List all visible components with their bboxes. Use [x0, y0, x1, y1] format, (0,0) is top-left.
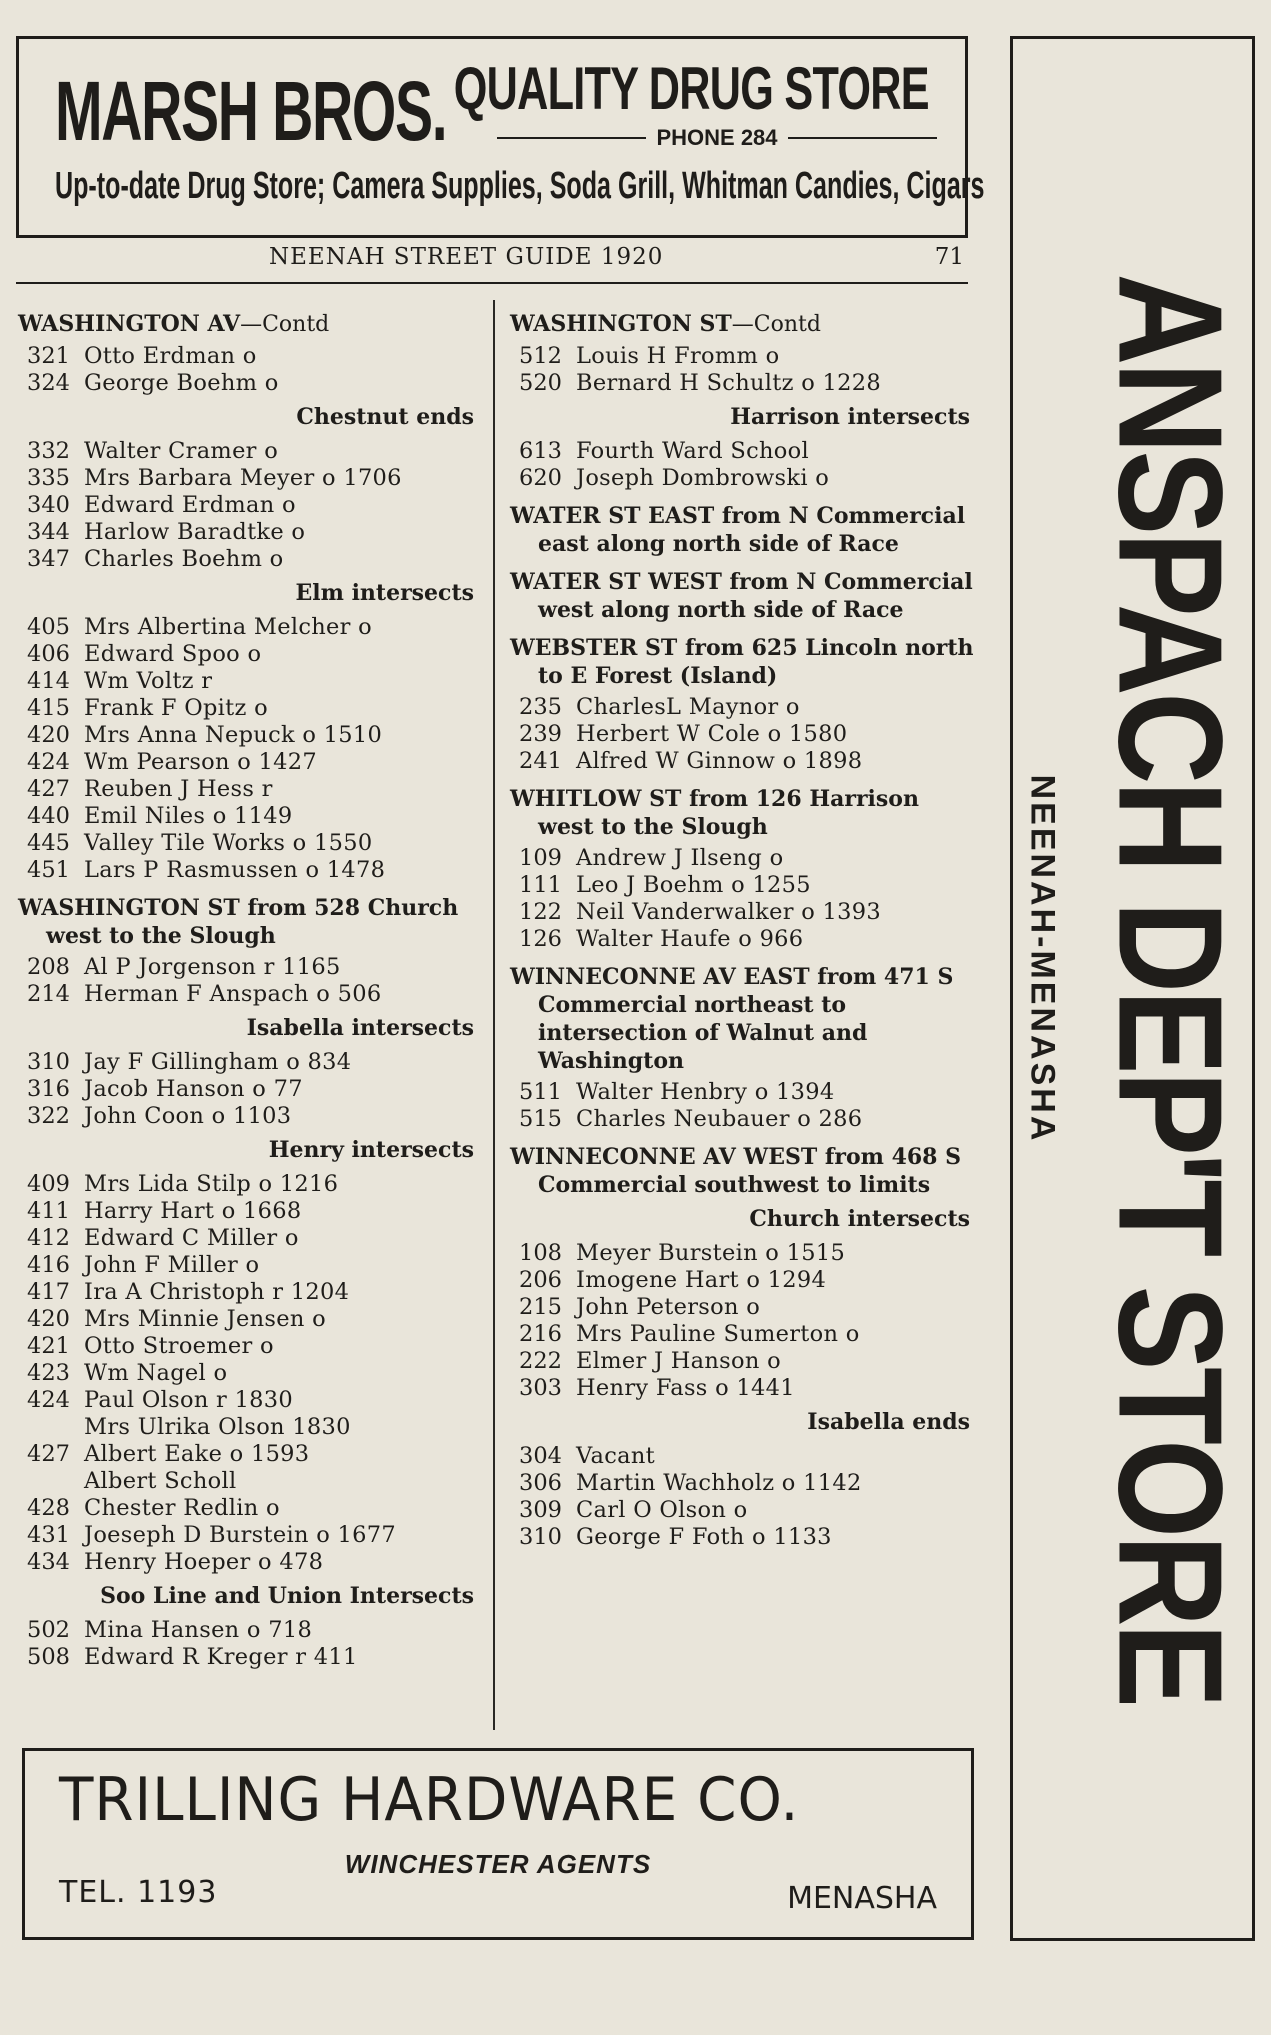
house-number: 340	[27, 492, 70, 518]
intersection-note: Soo Line and Union Intersects	[100, 1583, 474, 1609]
resident-name: Henry Hoeper o 478	[84, 1549, 324, 1575]
directory-entry	[18, 343, 478, 370]
resident-name: Edward Spoo o	[84, 641, 262, 667]
house-number: 440	[27, 803, 70, 829]
street-heading	[510, 1143, 974, 1199]
directory-entry	[510, 1443, 974, 1470]
directory-entry	[510, 1267, 974, 1294]
house-number: 613	[519, 438, 562, 464]
directory-entry	[18, 954, 478, 981]
trilling-telephone: TEL. 1193	[59, 1875, 218, 1910]
resident-name: Neil Vanderwalker o 1393	[576, 899, 881, 925]
street-name: WINNECONNE AV WEST from 468 S Commercial southwest to limits	[510, 1144, 962, 1198]
phone-rule-right	[788, 137, 937, 139]
house-number: 445	[27, 830, 70, 856]
directory-entry	[18, 857, 478, 884]
resident-name: Mina Hansen o 718	[84, 1617, 313, 1643]
house-number: 332	[27, 438, 70, 464]
house-number: 451	[27, 857, 70, 883]
resident-name: Bernard H Schultz o 1228	[576, 370, 881, 396]
house-number: 428	[27, 1495, 70, 1521]
directory-entry	[510, 1294, 974, 1321]
resident-name: Martin Wachholz o 1142	[576, 1470, 862, 1496]
house-number: 406	[27, 641, 70, 667]
marsh-tagline: Up-to-date Drug Store; Camera Supplies, Soda Grill, Whitman Candies, Cigars	[55, 165, 985, 207]
phone-rule-left	[497, 137, 646, 139]
directory-entry	[510, 1079, 974, 1106]
directory-entry	[18, 1468, 478, 1495]
street-name: WASHINGTON ST	[510, 311, 732, 337]
trilling-hardware-name: TRILLING HARDWARE CO.	[59, 1765, 800, 1835]
house-number: 235	[519, 694, 562, 720]
street-name: WEBSTER ST from 625 Lincoln north to E Forest (Island)	[510, 635, 974, 689]
house-number: 421	[27, 1333, 70, 1359]
resident-name: Joeseph D Burstein o 1677	[84, 1522, 396, 1548]
house-number: 515	[519, 1106, 562, 1132]
resident-name: Jay F Gillingham o 834	[84, 1049, 352, 1075]
directory-entry	[510, 1106, 974, 1133]
resident-name: Andrew J Ilseng o	[576, 845, 784, 871]
resident-name: John Coon o 1103	[84, 1103, 292, 1129]
resident-name: Paul Olson r 1830	[84, 1387, 294, 1413]
street-heading	[510, 310, 974, 339]
house-number: 427	[27, 1441, 70, 1467]
resident-name: Henry Fass o 1441	[576, 1375, 795, 1401]
directory-entry	[18, 614, 478, 641]
directory-entry	[18, 1522, 478, 1549]
house-number: 126	[519, 926, 562, 952]
resident-name: Louis H Fromm o	[576, 343, 780, 369]
street-heading	[510, 568, 974, 624]
resident-name: Leo J Boehm o 1255	[576, 872, 811, 898]
resident-name: Reuben J Hess r	[84, 776, 273, 802]
house-number: 508	[27, 1644, 70, 1670]
house-number: 335	[27, 465, 70, 491]
house-number: 502	[27, 1617, 70, 1643]
resident-name: Charles Boehm o	[84, 546, 284, 572]
directory-entry	[18, 492, 478, 519]
directory-entry	[18, 1049, 478, 1076]
house-number: 324	[27, 370, 70, 396]
house-number: 434	[27, 1549, 70, 1575]
right-column	[510, 300, 974, 1551]
house-number: 417	[27, 1279, 70, 1305]
resident-name: Emil Niles o 1149	[84, 803, 293, 829]
continued-label: —Contd	[240, 312, 330, 337]
column-divider	[493, 300, 495, 1730]
resident-name: Albert Scholl	[84, 1468, 237, 1494]
resident-name: Al P Jorgenson r 1165	[84, 954, 341, 980]
intersection-note: Isabella intersects	[246, 1015, 474, 1041]
page-number: 71	[934, 244, 964, 270]
street-name: WATER ST EAST from N Commercial east along north side of Race	[510, 503, 966, 557]
directory-entry	[510, 1348, 974, 1375]
house-number: 109	[519, 845, 562, 871]
house-number: 222	[519, 1348, 562, 1374]
resident-name: John F Miller o	[84, 1252, 260, 1278]
resident-name: Joseph Dombrowski o	[576, 465, 830, 491]
house-number: 303	[519, 1375, 562, 1401]
directory-entry	[510, 438, 974, 465]
directory-entry	[510, 694, 974, 721]
directory-entry	[18, 1306, 478, 1333]
resident-name: Mrs Lida Stilp o 1216	[84, 1171, 339, 1197]
directory-entry	[18, 1549, 478, 1576]
resident-name: Mrs Barbara Meyer o 1706	[84, 465, 402, 491]
house-number: 427	[27, 776, 70, 802]
resident-name: Ira A Christoph r 1204	[84, 1279, 350, 1305]
resident-name: Alfred W Ginnow o 1898	[576, 748, 863, 774]
house-number: 239	[519, 721, 562, 747]
resident-name: John Peterson o	[576, 1294, 761, 1320]
directory-entry	[510, 845, 974, 872]
resident-name: Jacob Hanson o 77	[84, 1076, 303, 1102]
street-heading	[18, 310, 478, 339]
resident-name: Walter Haufe o 966	[576, 926, 804, 952]
directory-entry	[18, 981, 478, 1008]
house-number: 423	[27, 1360, 70, 1386]
house-number: 304	[519, 1443, 562, 1469]
resident-name: Walter Henbry o 1394	[576, 1079, 835, 1105]
directory-entry	[510, 1497, 974, 1524]
resident-name: George Boehm o	[84, 370, 279, 396]
directory-entry	[18, 830, 478, 857]
directory-entry	[18, 465, 478, 492]
directory-entry	[18, 1198, 478, 1225]
resident-name: CharlesL Maynor o	[576, 694, 800, 720]
house-number: 424	[27, 749, 70, 775]
street-name: WINNECONNE AV EAST from 471 S Commercial northeast to intersection of Walnut and Washington	[510, 964, 954, 1074]
resident-name: Carl O Olson o	[576, 1497, 748, 1523]
resident-name: Charles Neubauer o 286	[576, 1106, 863, 1132]
directory-entry	[18, 438, 478, 465]
house-number: 215	[519, 1294, 562, 1320]
house-number: 310	[519, 1524, 562, 1550]
intersection-note: Harrison intersects	[730, 404, 970, 430]
intersection-note: Isabella ends	[807, 1409, 970, 1435]
house-number: 309	[519, 1497, 562, 1523]
trilling-hardware-advertisement	[22, 1748, 974, 1940]
directory-entry	[510, 872, 974, 899]
directory-entry	[510, 465, 974, 492]
resident-name: Edward Erdman o	[84, 492, 296, 518]
resident-name: Lars P Rasmussen o 1478	[84, 857, 386, 883]
directory-entry	[18, 803, 478, 830]
marsh-phone: PHONE 284	[656, 125, 778, 150]
anspach-city: NEENAH-MENASHA	[1023, 774, 1061, 1143]
house-number: 310	[27, 1049, 70, 1075]
resident-name: Harlow Baradtke o	[84, 519, 306, 545]
directory-entry	[510, 1321, 974, 1348]
resident-name: Albert Eake o 1593	[84, 1441, 310, 1467]
resident-name: Herbert W Cole o 1580	[576, 721, 848, 747]
directory-entry	[18, 1644, 478, 1671]
resident-name: Walter Cramer o	[84, 438, 279, 464]
house-number: 511	[519, 1079, 562, 1105]
house-number: 620	[519, 465, 562, 491]
house-number: 322	[27, 1103, 70, 1129]
anspach-store-advertisement	[1010, 36, 1255, 1941]
resident-name: Mrs Pauline Sumerton o	[576, 1321, 860, 1347]
street-heading	[18, 894, 478, 950]
directory-entry	[18, 370, 478, 397]
directory-entry	[18, 695, 478, 722]
directory-entry	[18, 1333, 478, 1360]
house-number: 520	[519, 370, 562, 396]
directory-entry	[18, 1279, 478, 1306]
quality-drug-store-headline: QUALITY DRUG STORE	[453, 55, 929, 122]
house-number: 409	[27, 1171, 70, 1197]
directory-entry	[510, 370, 974, 397]
directory-entry	[18, 1387, 478, 1414]
house-number: 206	[519, 1267, 562, 1293]
house-number: 411	[27, 1198, 70, 1224]
directory-entry	[510, 1524, 974, 1551]
intersection-note: Henry intersects	[268, 1137, 474, 1163]
directory-entry	[18, 1414, 478, 1441]
house-number: 405	[27, 614, 70, 640]
house-number: 420	[27, 722, 70, 748]
street-name: WASHINGTON AV	[18, 311, 241, 337]
house-number: 208	[27, 954, 70, 980]
resident-name: Elmer J Hanson o	[576, 1348, 781, 1374]
house-number: 415	[27, 695, 70, 721]
directory-entry	[18, 1360, 478, 1387]
directory-entry	[510, 899, 974, 926]
house-number: 214	[27, 981, 70, 1007]
house-number: 316	[27, 1076, 70, 1102]
house-number: 306	[519, 1470, 562, 1496]
house-number: 424	[27, 1387, 70, 1413]
directory-entry	[510, 1240, 974, 1267]
resident-name: Wm Nagel o	[84, 1360, 228, 1386]
resident-name: Fourth Ward School	[576, 438, 809, 464]
house-number: 216	[519, 1321, 562, 1347]
resident-name: Edward R Kreger r 411	[84, 1644, 358, 1670]
directory-entry	[18, 1076, 478, 1103]
winchester-agents: WINCHESTER AGENTS	[344, 1849, 652, 1879]
house-number: 122	[519, 899, 562, 925]
house-number: 111	[519, 872, 562, 898]
directory-entry	[18, 519, 478, 546]
directory-entry	[18, 546, 478, 573]
street-name: WATER ST WEST from N Commercial west along north side of Race	[510, 569, 973, 623]
directory-entry	[510, 343, 974, 370]
anspach-store-name: ANSPACH DEP'T STORE	[1087, 272, 1252, 1705]
directory-entry	[18, 1171, 478, 1198]
house-number: 108	[519, 1240, 562, 1266]
directory-entry	[18, 1103, 478, 1130]
house-number: 321	[27, 343, 70, 369]
resident-name: Wm Voltz r	[84, 668, 213, 694]
house-number: 344	[27, 519, 70, 545]
street-name: WHITLOW ST from 126 Harrison west to the Slough	[510, 786, 919, 840]
resident-name: Harry Hart o 1668	[84, 1198, 302, 1224]
street-heading	[510, 502, 974, 558]
marsh-phone-line	[497, 125, 937, 151]
trilling-city: MENASHA	[787, 1881, 937, 1916]
resident-name: Wm Pearson o 1427	[84, 749, 318, 775]
street-name: WASHINGTON ST from 528 Church west to the Slough	[18, 895, 459, 949]
running-head	[16, 244, 968, 284]
street-heading	[510, 963, 974, 1075]
directory-entry	[510, 1375, 974, 1402]
house-number: 241	[519, 748, 562, 774]
house-number: 414	[27, 668, 70, 694]
street-heading	[510, 785, 974, 841]
resident-name: Valley Tile Works o 1550	[84, 830, 373, 856]
resident-name: Herman F Anspach o 506	[84, 981, 382, 1007]
left-column	[18, 300, 478, 1671]
resident-name: Frank F Opitz o	[84, 695, 268, 721]
directory-entry	[18, 641, 478, 668]
resident-name: Mrs Ulrika Olson 1830	[84, 1414, 351, 1440]
directory-entry	[18, 749, 478, 776]
directory-entry	[18, 668, 478, 695]
marsh-bros-advertisement	[16, 36, 985, 238]
directory-entry	[18, 1225, 478, 1252]
intersection-note: Elm intersects	[295, 580, 474, 606]
directory-entry	[18, 1441, 478, 1468]
anspach-vertical-text	[1022, 156, 1252, 1820]
resident-name: Mrs Albertina Melcher o	[84, 614, 373, 640]
intersection-note: Chestnut ends	[296, 404, 474, 430]
house-number: 412	[27, 1225, 70, 1251]
resident-name: Chester Redlin o	[84, 1495, 280, 1521]
directory-entry	[510, 721, 974, 748]
resident-name: Mrs Minnie Jensen o	[84, 1306, 326, 1332]
house-number: 431	[27, 1522, 70, 1548]
house-number: 347	[27, 546, 70, 572]
directory-entry	[510, 1470, 974, 1497]
intersection-note: Church intersects	[749, 1206, 970, 1232]
directory-entry	[18, 1252, 478, 1279]
house-number: 420	[27, 1306, 70, 1332]
guide-title: NEENAH STREET GUIDE 1920	[269, 244, 664, 270]
resident-name: Imogene Hart o 1294	[576, 1267, 827, 1293]
resident-name: George F Foth o 1133	[576, 1524, 832, 1550]
directory-entry	[18, 776, 478, 803]
directory-entry	[18, 722, 478, 749]
street-heading	[510, 634, 974, 690]
resident-name: Otto Erdman o	[84, 343, 257, 369]
directory-entry	[18, 1617, 478, 1644]
house-number: 416	[27, 1252, 70, 1278]
directory-entry	[510, 748, 974, 775]
resident-name: Meyer Burstein o 1515	[576, 1240, 846, 1266]
directory-entry	[510, 926, 974, 953]
resident-name: Otto Stroemer o	[84, 1333, 274, 1359]
resident-name: Edward C Miller o	[84, 1225, 299, 1251]
resident-name: Mrs Anna Nepuck o 1510	[84, 722, 383, 748]
marsh-bros-name: MARSH BROS.	[55, 64, 447, 158]
resident-name: Vacant	[576, 1443, 655, 1469]
directory-entry	[18, 1495, 478, 1522]
continued-label: —Contd	[731, 312, 821, 337]
house-number: 512	[519, 343, 562, 369]
